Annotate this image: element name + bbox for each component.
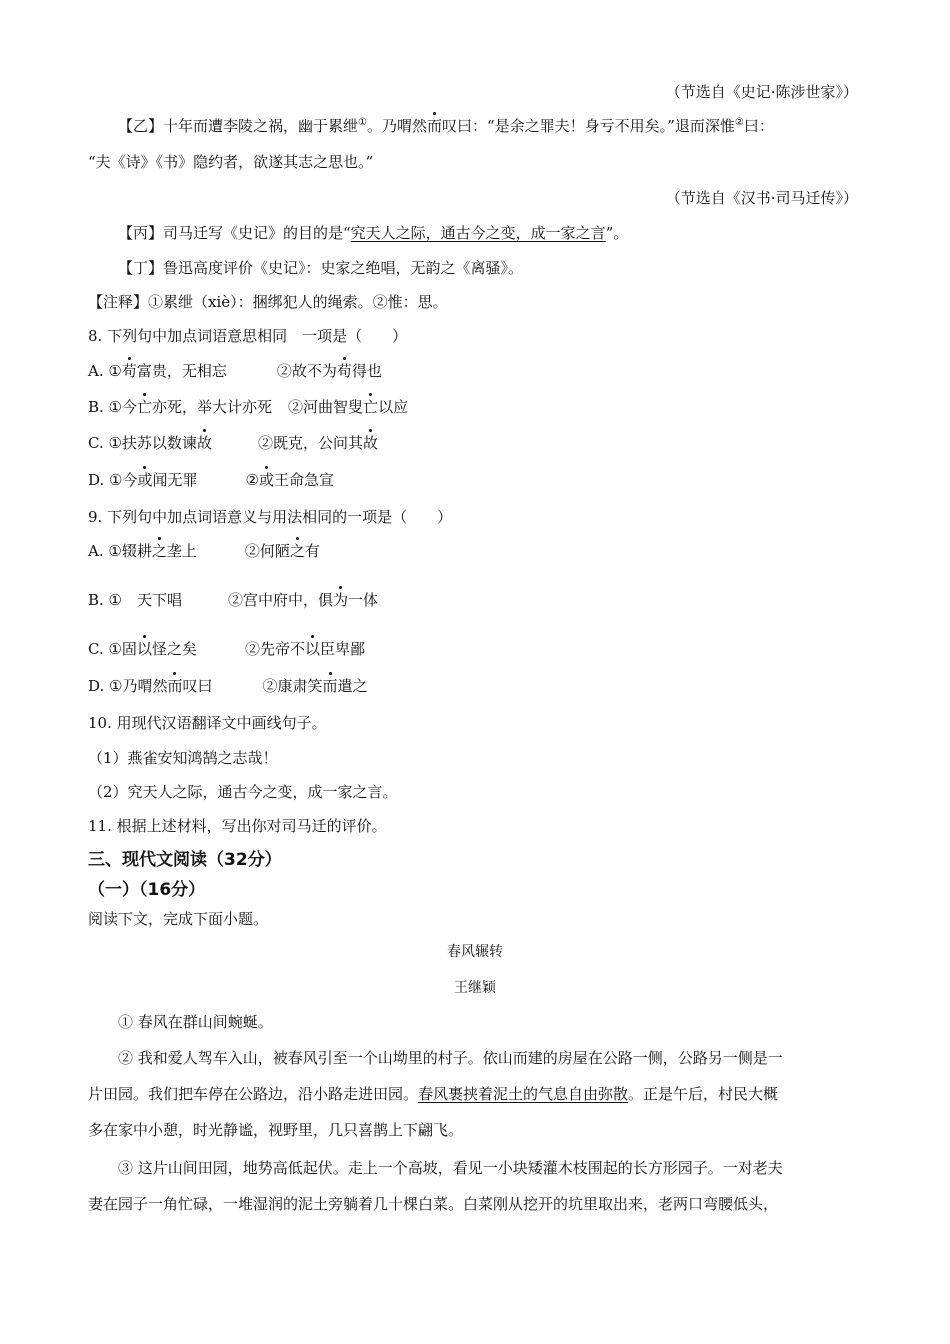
q8-option-a: A. ①苟富贵，无相忘 ②故不为苟得也 xyxy=(88,362,382,380)
q8-option-c: C. ①扶苏以数谏故 ②既克，公问其故 xyxy=(88,434,378,452)
essay-paragraph-2-line1: ② 我和爱人驾车入山，被春风引至一个山坳里的村子。依山而建的房屋在公路一侧，公路另一侧是一 xyxy=(118,1049,783,1067)
q9-option-b: B. ① 天下唱 ②宫中府中，俱为一体 xyxy=(88,591,379,609)
reading-instruction: 阅读下文，完成下面小题。 xyxy=(88,910,269,928)
q10-sentence-1: （1）燕雀安知鸿鹄之志哉！ xyxy=(88,749,278,767)
q10-sentence-2: （2）究天人之际，通古今之变，成一家之言。 xyxy=(88,783,398,801)
essay-author: 王继颖 xyxy=(454,980,496,996)
question-9-stem: 9. 下列句中加点词语意义与用法相同的一项是（ ） xyxy=(88,508,453,526)
q8-option-d: D. ①今或闻无罪 ②或王命急宣 xyxy=(88,471,334,489)
essay-paragraph-1: ① 春风在群山间蜿蜒。 xyxy=(118,1013,273,1031)
jia-source: （节选自《史记·陈涉世家》） xyxy=(665,83,858,101)
essay-paragraph-3-line2: 妻在园子一角忙碌，一堆湿润的泥土旁躺着几十棵白菜。白菜刚从挖开的坑里取出来，老两口弯腰低头， xyxy=(88,1195,779,1213)
yi-source: （节选自《汉书·司马迁传》） xyxy=(665,189,858,207)
underlined-sentence: 究天人之际，通古今之变，成一家之言 xyxy=(350,224,606,242)
section-heading: 三、现代文阅读（32分） xyxy=(88,850,282,870)
dotted-word: 而 xyxy=(427,117,443,135)
footnote-marker-2: ② xyxy=(734,117,744,128)
annotation-notes: 【注释】①累绁（xiè）：捆绑犯人的绳索。②惟：思。 xyxy=(88,293,448,311)
yi-paragraph-line1: 【乙】十年而遭李陵之祸，幽于累绁①。乃喟然而叹曰：“是余之罪夫！身亏不用矣。”退而深惟②曰： xyxy=(118,117,774,135)
question-10-stem: 10. 用现代汉语翻译文中画线句子。 xyxy=(88,714,327,732)
footnote-marker-1: ① xyxy=(358,117,367,128)
question-11-stem: 11. 根据上述材料，写出你对司马迁的评价。 xyxy=(88,817,387,835)
essay-paragraph-2-line2: 片田园。我们把车停在公路边，沿小路走进田园。春风裹挟着泥土的气息自由弥散。正是午后，村民大概 xyxy=(88,1085,779,1103)
q9-option-c: C. ①固以怪之矣 ②先帝不以臣卑鄙 xyxy=(88,640,366,658)
ding-paragraph: 【丁】鲁迅高度评价《史记》：史家之绝唱，无韵之《离骚》。 xyxy=(118,259,524,277)
underlined-sentence: 春风裹挟着泥土的气息自由弥散 xyxy=(418,1085,629,1103)
essay-paragraph-3-line1: ③ 这片山间田园，地势高低起伏。走上一个高坡，看见一小块矮灌木枝围起的长方形园子。一对老夫 xyxy=(118,1159,783,1177)
question-8-stem: 8. 下列句中加点词语意思相同 一项是（ ） xyxy=(88,327,408,345)
yi-paragraph-line2: “夫《诗》《书》隐约者，欲遂其志之思也。” xyxy=(88,153,374,171)
essay-title: 春风辗转 xyxy=(447,944,503,960)
q9-option-d: D. ①乃喟然而叹曰 ②康肃笑而遣之 xyxy=(88,677,368,695)
q8-option-b: B. ①今亡亦死，举大计亦死 ②河曲智叟亡以应 xyxy=(88,398,409,416)
bing-paragraph: 【丙】司马迁写《史记》的目的是“究天人之际，通古今之变，成一家之言”。 xyxy=(118,224,629,242)
essay-paragraph-2-line3: 多在家中小憩，时光静谧，视野里，几只喜鹊上下翩飞。 xyxy=(88,1121,464,1139)
q9-option-a: A. ①辍耕之垄上 ②何陋之有 xyxy=(88,542,320,560)
part-heading: （一）（16分） xyxy=(88,880,206,900)
